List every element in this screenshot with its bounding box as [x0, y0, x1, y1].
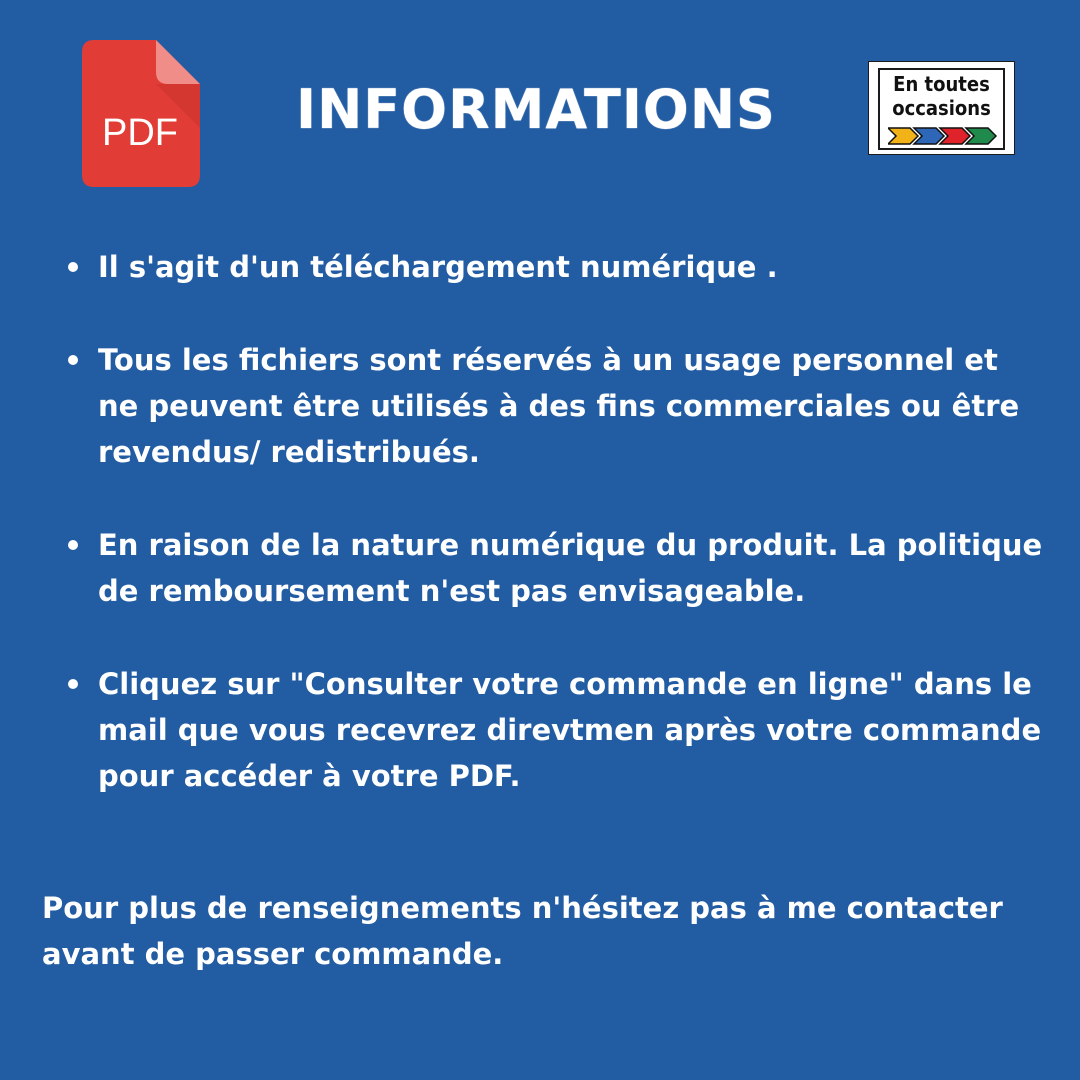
list-item-text: Tous les fichiers sont réservés à un usage personnel et ne peuvent être utilisés à des fins commerciales ou être revendus/ redistribués.: [98, 343, 1020, 469]
list-item-text: Cliquez sur "Consulter votre commande en ligne" dans le mail que vous recevrez direvtmen après votre commande pour accéder à votre PDF.: [98, 667, 1042, 793]
list-item-text: Il s'agit d'un téléchargement numérique .: [98, 250, 778, 284]
pdf-file-icon: [82, 40, 200, 187]
info-list: [68, 244, 1048, 846]
page-title: INFORMATIONS: [296, 78, 776, 141]
brand-logo: [868, 61, 1015, 155]
list-item: [68, 661, 1048, 799]
bullet-icon: [68, 355, 78, 365]
list-item: [68, 244, 1048, 290]
list-item: [68, 522, 1048, 614]
bullet-icon: [68, 540, 78, 550]
pdf-badge-text: PDF: [102, 112, 178, 154]
bullet-icon: [68, 679, 78, 689]
list-item: [68, 337, 1048, 475]
contact-note: Pour plus de renseignements n'hésitez pas à me contacter avant de passer commande.: [42, 891, 1003, 971]
bullet-icon: [68, 262, 78, 272]
logo-arrows-icon: [888, 126, 1000, 146]
logo-text: En toutes occasions: [892, 72, 991, 120]
list-item-text: En raison de la nature numérique du produit. La politique de remboursement n'est pas envisageable.: [98, 528, 1043, 608]
